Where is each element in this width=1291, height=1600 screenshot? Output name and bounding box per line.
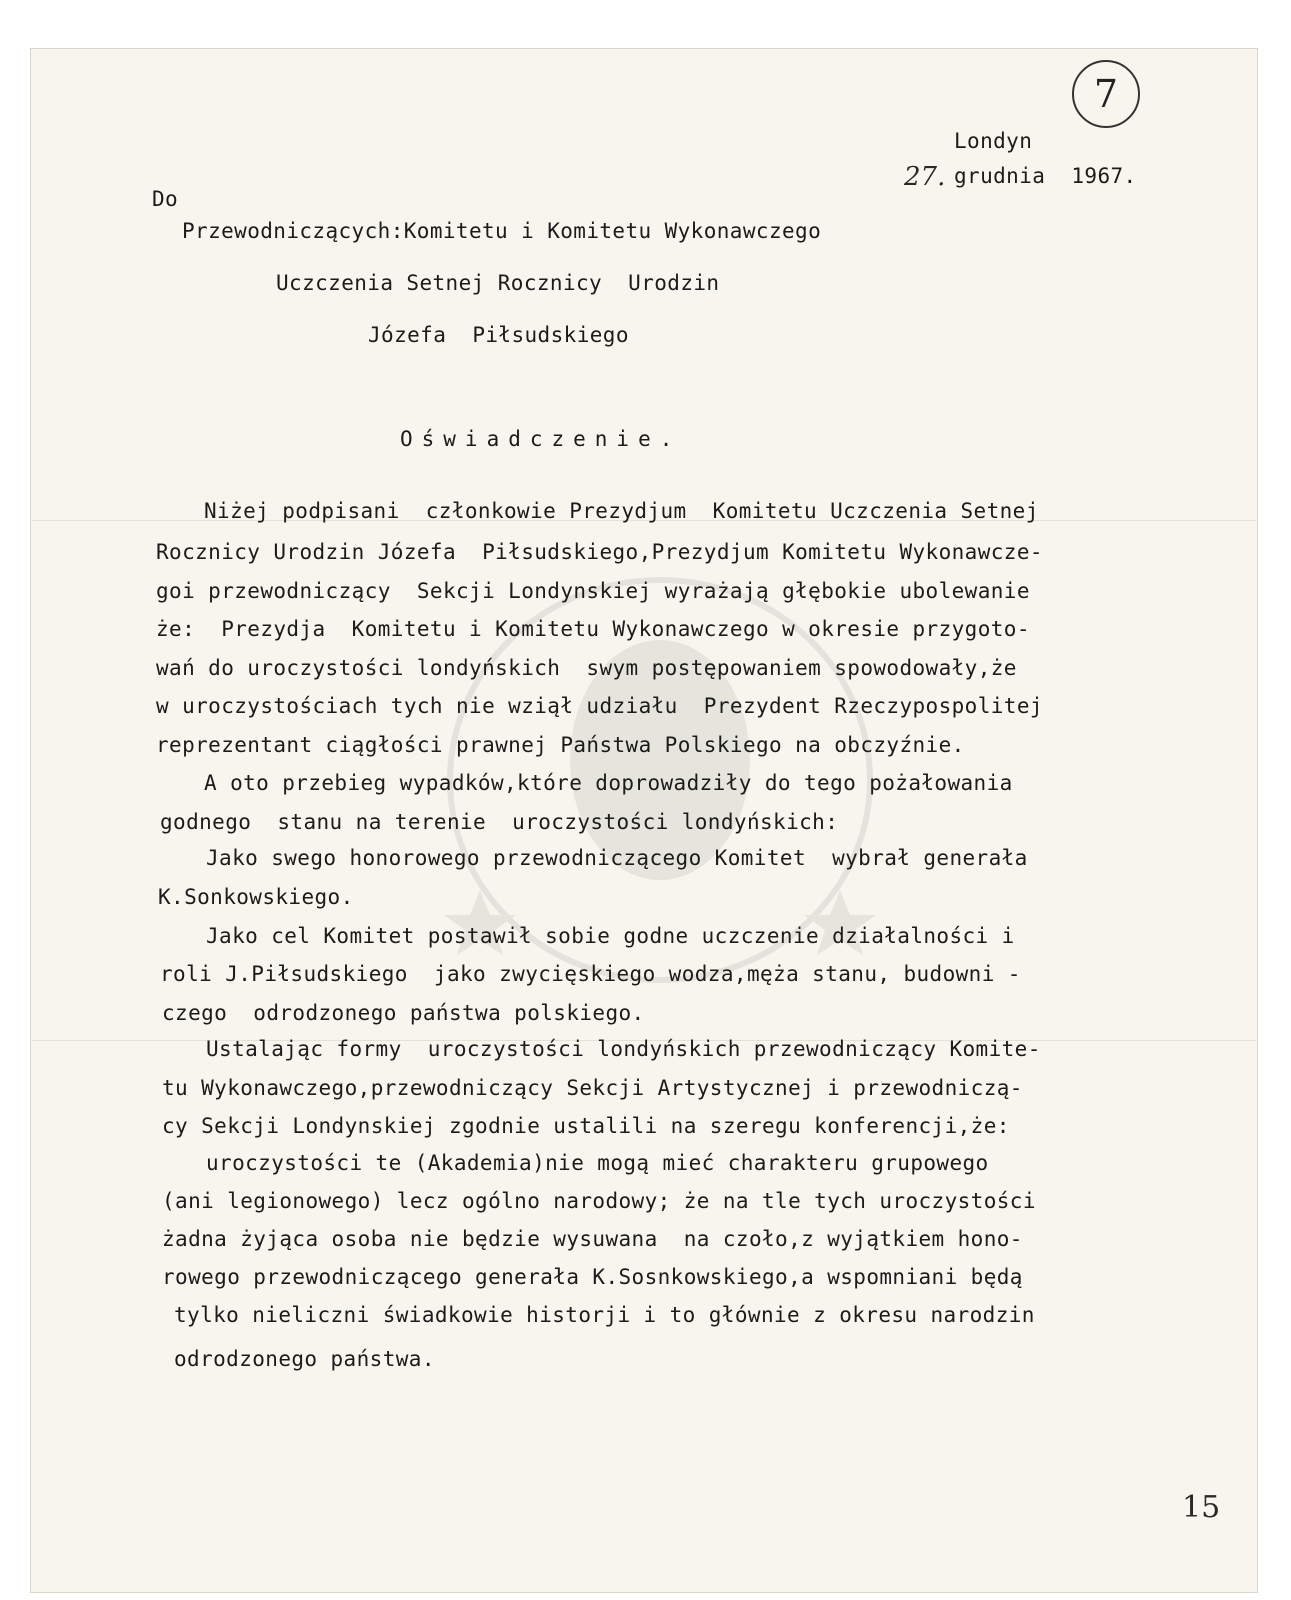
body-line: roli J.Piłsudskiego jako zwycięskiego wodza,męża stanu, budowni - — [160, 962, 1021, 986]
body-line: tu Wykonawczego,przewodniczący Sekcji Artystycznej i przewodniczą- — [162, 1076, 1023, 1100]
body-line: A oto przebieg wypadków,które doprowadziły do tego pożałowania — [204, 771, 1013, 795]
body-line: tylko nieliczni świadkowie historji i to głównie z okresu narodzin — [174, 1303, 1035, 1327]
body-line: żadna żyjąca osoba nie będzie wysuwana na czoło,z wyjątkiem hono- — [162, 1227, 1023, 1251]
header-date: grudnia 1967. — [954, 164, 1137, 188]
body-line: w uroczystościach tych nie wziął udziału Prezydent Rzeczypospolitej — [156, 694, 1043, 718]
margin-note-text: 7 — [1093, 72, 1119, 116]
body-line: Jako swego honorowego przewodniczącego Komitet wybrał generała — [206, 846, 1028, 870]
body-line: uroczystości te (Akademia)nie mogą mieć charakteru grupowego — [206, 1151, 989, 1175]
body-line: reprezentant ciągłości prawnej Państwa Polskiego na obczyźnie. — [156, 733, 965, 757]
body-line: rowego przewodniczącego generała K.Sosnkowskiego,a wspomniani będą — [162, 1265, 1023, 1289]
header-day-handwritten: 27. — [904, 162, 946, 192]
body-line: (ani legionowego) lecz ogólno narodowy; że na tle tych uroczystości — [162, 1189, 1036, 1213]
body-line: cy Sekcji Londynskiej zgodnie ustalili na szeregu konferencji,że: — [162, 1114, 1010, 1138]
addressee-line-2: Uczczenia Setnej Rocznicy Urodzin — [276, 271, 720, 295]
document-title: Oświadczenie. — [400, 427, 682, 451]
body-line: odrodzonego państwa. — [174, 1347, 435, 1371]
addressee-line-3: Józefa Piłsudskiego — [368, 323, 629, 347]
body-line: Niżej podpisani członkowie Prezydjum Komitetu Uczczenia Setnej — [204, 499, 1039, 523]
body-line: Jako cel Komitet postawił sobie godne uczczenie działalności i — [206, 924, 1015, 948]
body-line: goi przewodniczący Sekcji Londynskiej wyrażają głębokie ubolewanie — [156, 579, 1030, 603]
margin-note-circled — [1072, 60, 1140, 128]
addressee-to: Do — [152, 187, 179, 211]
header-city: Londyn — [954, 129, 1033, 153]
page-number-handwritten: 15 — [1182, 1490, 1221, 1525]
body-line: wań do uroczystości londyńskich swym postępowaniem spowodowały,że — [156, 656, 1017, 680]
body-line: Ustalając formy uroczystości londyńskich przewodniczący Komite- — [206, 1037, 1041, 1061]
body-line: K.Sonkowskiego. — [158, 885, 354, 909]
body-line: Rocznicy Urodzin Józefa Piłsudskiego,Prezydjum Komitetu Wykonawcze- — [156, 540, 1043, 564]
body-line: że: Prezydja Komitetu i Komitetu Wykonawczego w okresie przygoto- — [156, 617, 1030, 641]
addressee-line-1: Przewodniczących:Komitetu i Komitetu Wykonawczego — [182, 219, 822, 243]
body-line: czego odrodzonego państwa polskiego. — [162, 1001, 645, 1025]
body-line: godnego stanu na terenie uroczystości londyńskich: — [160, 810, 839, 834]
